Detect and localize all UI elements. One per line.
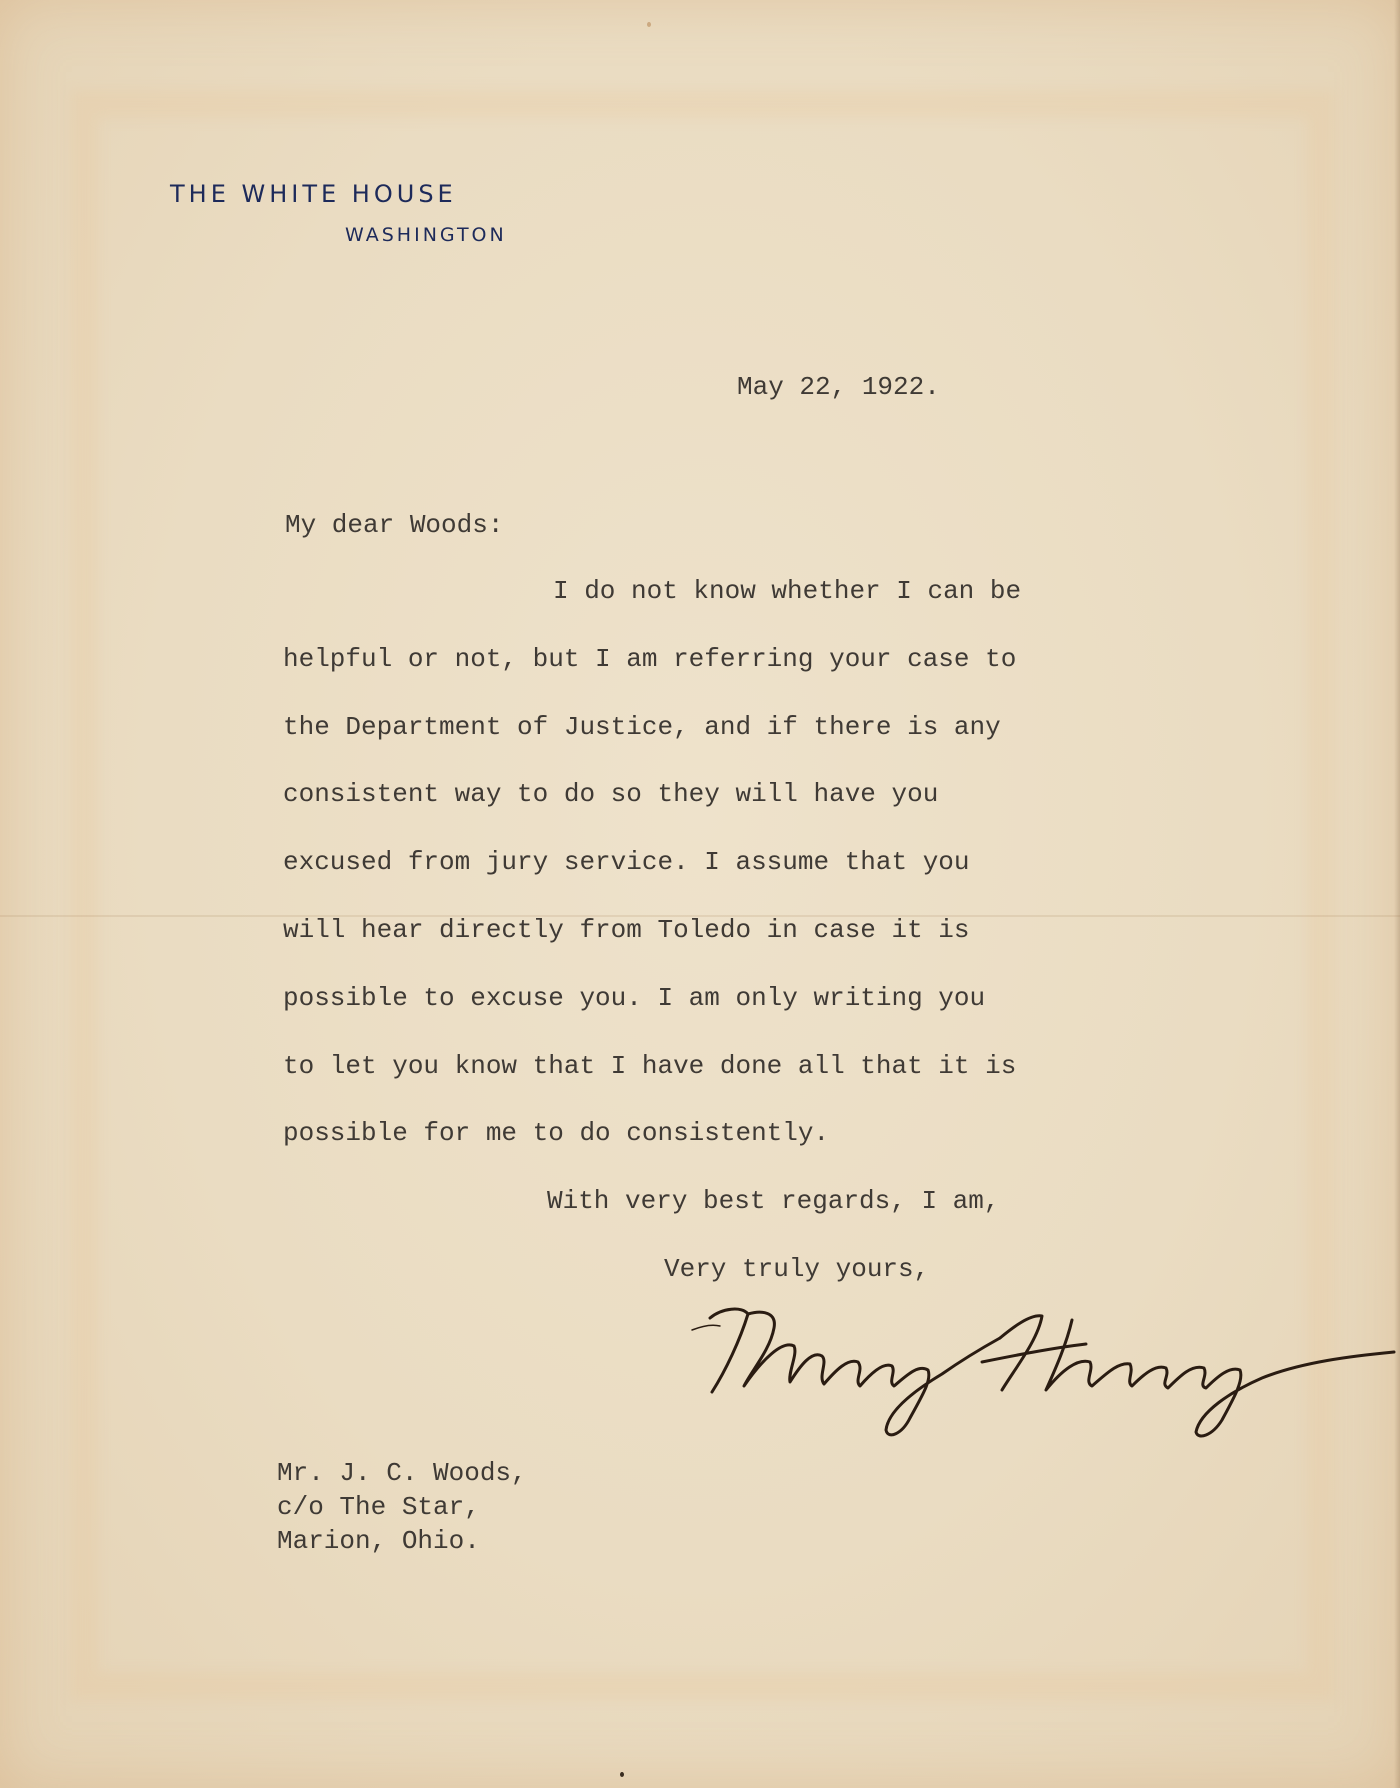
- address-line: Marion, Ohio.: [277, 1526, 480, 1556]
- body-line: I do not know whether I can be: [553, 576, 1022, 606]
- body-line: excused from jury service. I assume that you: [283, 847, 970, 878]
- body-line: the Department of Justice, and if there is any: [283, 711, 1001, 742]
- letter-salutation: My dear Woods:: [285, 510, 504, 540]
- address-line: c/o The Star,: [277, 1492, 480, 1522]
- body-line: will hear directly from Toledo in case it is: [283, 914, 970, 945]
- letterhead-location: WASHINGTON: [345, 224, 507, 246]
- handwritten-signature: [682, 1300, 1400, 1450]
- paper-edge-shadow: [1394, 0, 1400, 1788]
- paper-speck: [620, 1772, 624, 1777]
- body-line: helpful or not, but I am referring your case to: [283, 643, 1017, 674]
- paper-speck: [647, 22, 651, 27]
- address-line: Mr. J. C. Woods,: [277, 1458, 527, 1488]
- body-line: to let you know that I have done all that it is: [283, 1050, 1017, 1081]
- letter-closing: With very best regards, I am,: [547, 1186, 1000, 1216]
- body-line: possible to excuse you. I am only writing you: [283, 982, 986, 1013]
- body-line: possible for me to do consistently.: [283, 1118, 830, 1149]
- body-line: consistent way to do so they will have you: [283, 779, 939, 810]
- letter-valediction: Very truly yours,: [664, 1254, 930, 1284]
- letter-date: May 22, 1922.: [737, 372, 940, 402]
- letter-body: [283, 576, 1021, 1186]
- recipient-address: [277, 1457, 527, 1559]
- letterhead-title: THE WHITE HOUSE: [170, 180, 457, 208]
